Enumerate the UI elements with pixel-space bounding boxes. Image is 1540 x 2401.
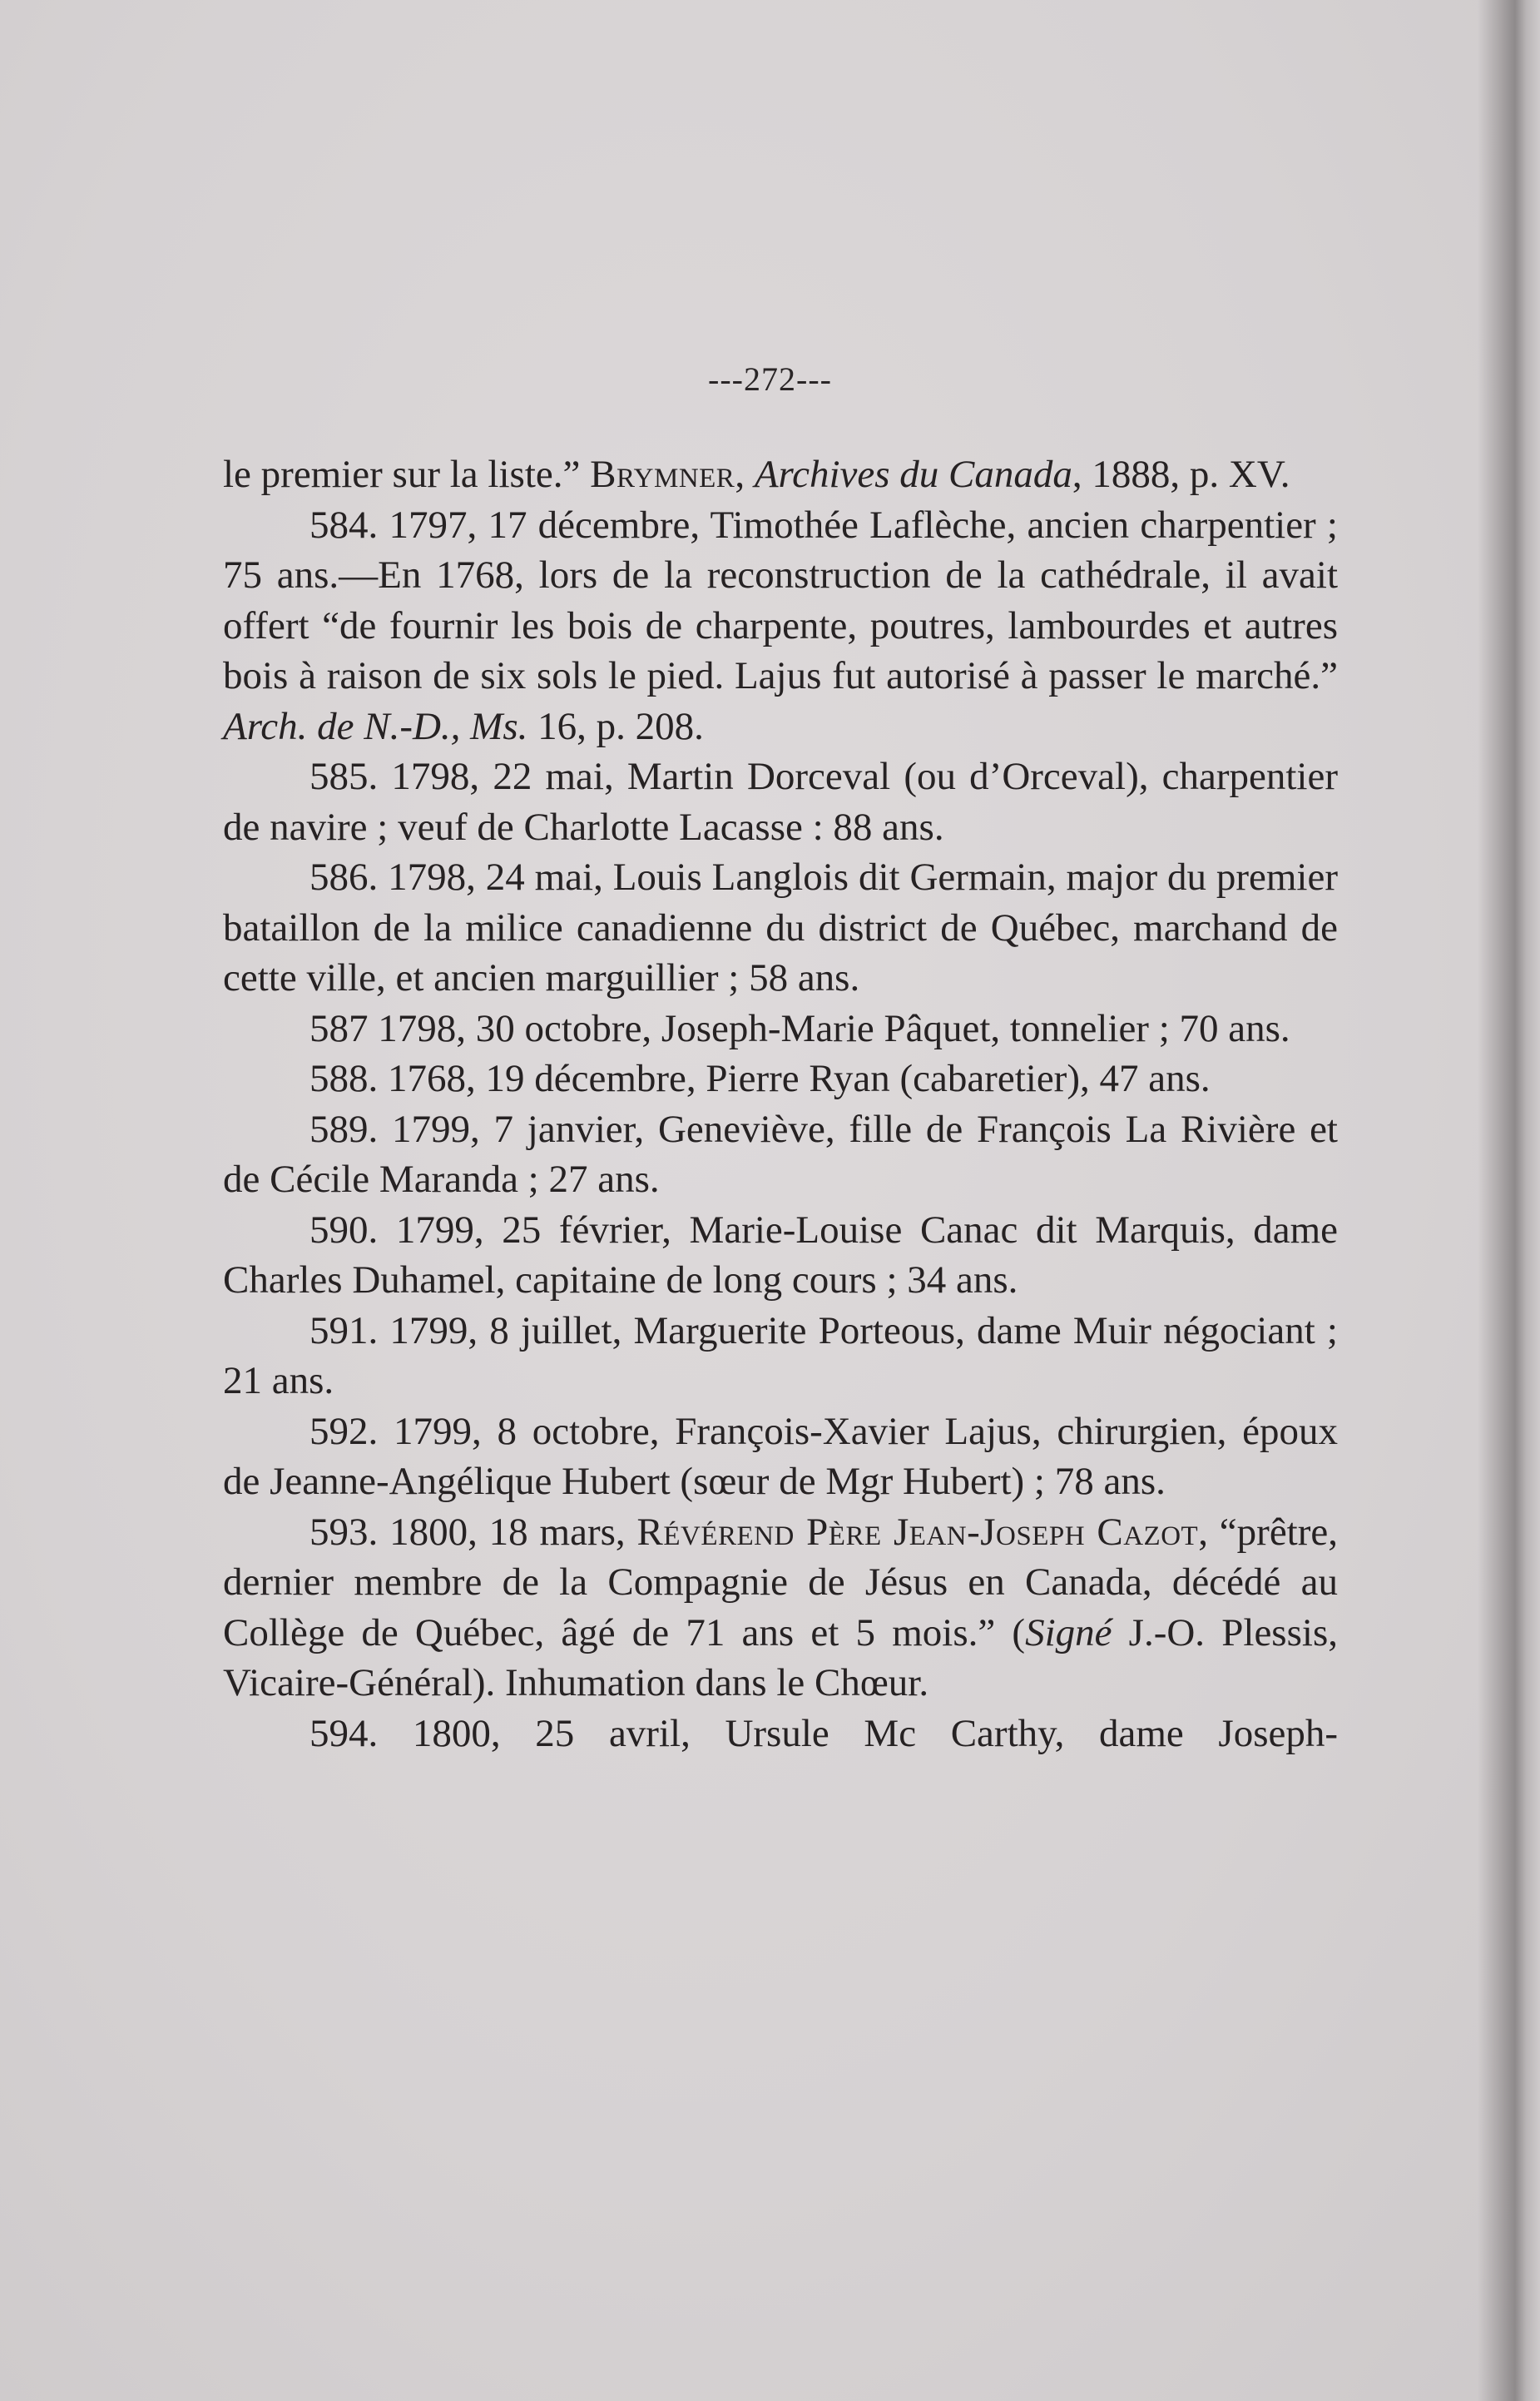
text-segment: 588. 1768, 19 décembre, Pierre Ryan (cabaretier), 47 ans. (309, 1057, 1211, 1100)
text-segment: 591. 1799, 8 juillet, Marguerite Porteous, dame Muir négociant ; 21 ans. (223, 1308, 1338, 1402)
entry-589 (223, 1104, 1338, 1205)
paragraph-continuation (223, 449, 1338, 500)
text-segment: 592. 1799, 8 octobre, François-Xavier Lajus, chirurgien, époux de Jeanne-Angélique Hubert (sœur de Mgr Hubert) ; 78 ans. (223, 1409, 1338, 1503)
text-segment: J.-O. Plessis, Vicaire-Général). Inhumation dans le Chœur. (223, 1610, 1338, 1704)
text-segment: 594. 1800, 25 avril, Ursule Mc Carthy, dame Joseph- (309, 1711, 1338, 1755)
text-segment: , 1888, p. XV. (1072, 453, 1290, 496)
entry-585 (223, 752, 1338, 852)
entry-593 (223, 1507, 1338, 1709)
text-segment: 590. 1799, 25 février, Marie-Louise Canac dit Marquis, dame Charles Duhamel, capitaine de long cours ; 34 ans. (223, 1208, 1338, 1302)
page-number: ---272--- (708, 360, 832, 398)
text-segment: 586. 1798, 24 mai, Louis Langlois dit Germain, major du premier bataillon de la milice canadienne du district de Québec, marchand de cette ville, et ancien marguillier ; 58 ans. (223, 856, 1338, 1000)
text-segment: , “prêtre, dernier membre de la Compagnie de Jésus en Canada, décédé au Collège de Québec, âgé de 71 ans et 5 mois.” ( (223, 1510, 1339, 1654)
text-segment: 16, p. 208. (527, 704, 704, 748)
text-segment: 587 1798, 30 octobre, Joseph-Marie Pâquet, tonnelier ; 70 ans. (309, 1006, 1290, 1050)
entry-592 (223, 1406, 1338, 1507)
text-segment: , (735, 453, 755, 496)
text-segment: 593. 1800, 18 mars, (309, 1510, 637, 1554)
text-segment: le premier sur la liste.” (223, 453, 591, 496)
entry-584 (223, 500, 1338, 752)
signed-word: Signé (1025, 1610, 1112, 1654)
text-segment: 589. 1799, 7 janvier, Geneviève, fille de François La Rivière et de Cécile Maranda ; 27 ans. (223, 1107, 1338, 1201)
author-name: Brymner (590, 453, 735, 496)
entry-590 (223, 1205, 1338, 1306)
entry-586 (223, 852, 1338, 1004)
publication-title: Archives du Canada (754, 453, 1072, 496)
entry-594 (223, 1709, 1338, 1759)
priest-name: Révérend Père Jean-Joseph Cazot (636, 1510, 1199, 1554)
entry-591 (223, 1306, 1338, 1406)
entry-587 (223, 1004, 1338, 1054)
text-segment: 585. 1798, 22 mai, Martin Dorceval (ou d’Orceval), charpentier de navire ; veuf de Charlotte Lacasse : 88 ans. (223, 755, 1338, 849)
obituary-text-block (223, 449, 1338, 1759)
source-reference: Arch. de N.-D., Ms. (223, 704, 528, 748)
text-segment: 584. 1797, 17 décembre, Timothée Laflèche, ancien charpentier ; 75 ans.—En 1768, lors de la reconstruction de la cathédrale, il avait offert “de fournir les bois de charpente, poutres, lambourdes et autres bois à raison de six sols le pied. Lajus fut autorisé à passer le marché.” (223, 503, 1338, 697)
entry-588 (223, 1054, 1338, 1104)
